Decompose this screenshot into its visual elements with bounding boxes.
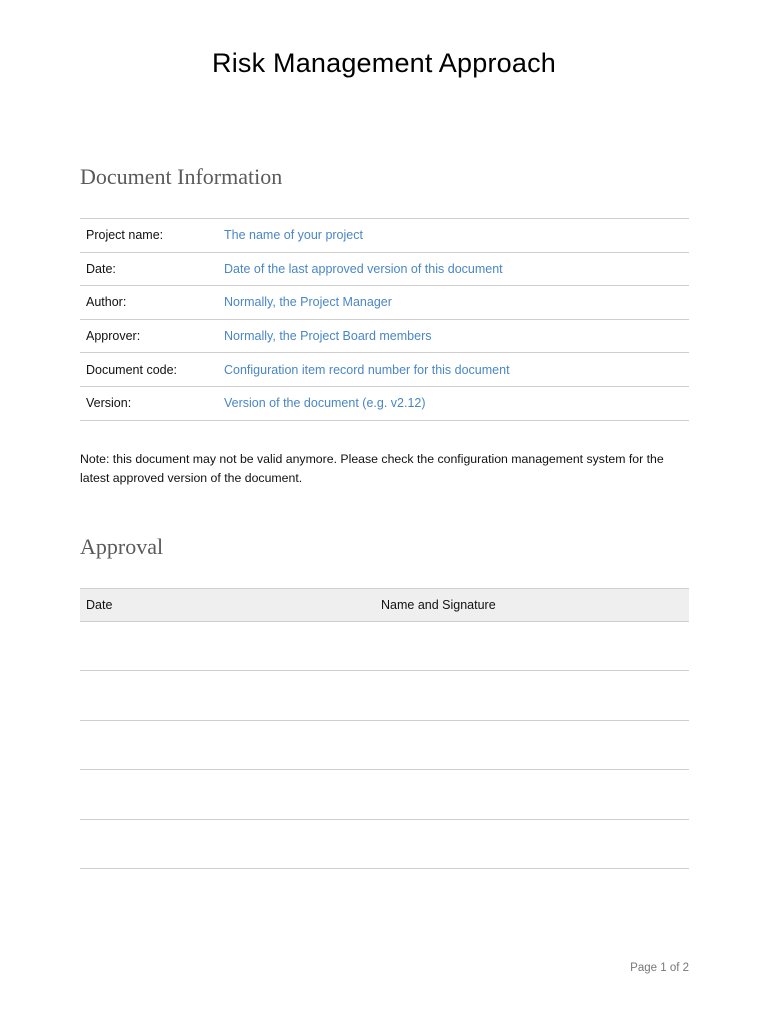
- approver-label: Approver:: [80, 319, 218, 353]
- approval-date-cell: [80, 770, 375, 819]
- table-row: [80, 252, 689, 286]
- document-code-value: Configuration item record number for this document: [218, 353, 689, 387]
- approval-date-cell: [80, 819, 375, 868]
- table-row: [80, 819, 689, 868]
- date-column-header: Date: [80, 589, 375, 622]
- table-row: [80, 720, 689, 769]
- project-name-value: The name of your project: [218, 219, 689, 253]
- version-label: Version:: [80, 386, 218, 420]
- author-value: Normally, the Project Manager: [218, 286, 689, 320]
- approval-signature-cell: [375, 671, 689, 720]
- page-number: Page 1 of 2: [630, 962, 689, 974]
- approval-date-cell: [80, 720, 375, 769]
- approver-value: Normally, the Project Board members: [218, 319, 689, 353]
- document-information-heading: Document Information: [80, 164, 283, 189]
- approval-header-row: [80, 589, 689, 622]
- project-name-label: Project name:: [80, 219, 218, 253]
- approval-table: [80, 588, 689, 869]
- approval-signature-cell: [375, 819, 689, 868]
- table-row: [80, 219, 689, 253]
- document-code-label: Document code:: [80, 353, 218, 387]
- table-row: [80, 353, 689, 387]
- approval-signature-cell: [375, 770, 689, 819]
- approval-date-cell: [80, 671, 375, 720]
- approval-date-cell: [80, 622, 375, 671]
- version-value: Version of the document (e.g. v2.12): [218, 386, 689, 420]
- date-value: Date of the last approved version of this document: [218, 252, 689, 286]
- table-row: [80, 671, 689, 720]
- table-row: [80, 622, 689, 671]
- approval-heading: Approval: [80, 534, 164, 559]
- author-label: Author:: [80, 286, 218, 320]
- date-label: Date:: [80, 252, 218, 286]
- name-signature-column-header: Name and Signature: [375, 589, 689, 622]
- table-row: [80, 286, 689, 320]
- document-title: Risk Management Approach: [212, 48, 556, 78]
- approval-signature-cell: [375, 622, 689, 671]
- document-information-table: [80, 218, 689, 421]
- approval-signature-cell: [375, 720, 689, 769]
- validity-note: Note: this document may not be valid anymore. Please check the configuration management system for the latest approved version of the document.: [80, 452, 664, 485]
- table-row: [80, 770, 689, 819]
- table-row: [80, 319, 689, 353]
- table-row: [80, 386, 689, 420]
